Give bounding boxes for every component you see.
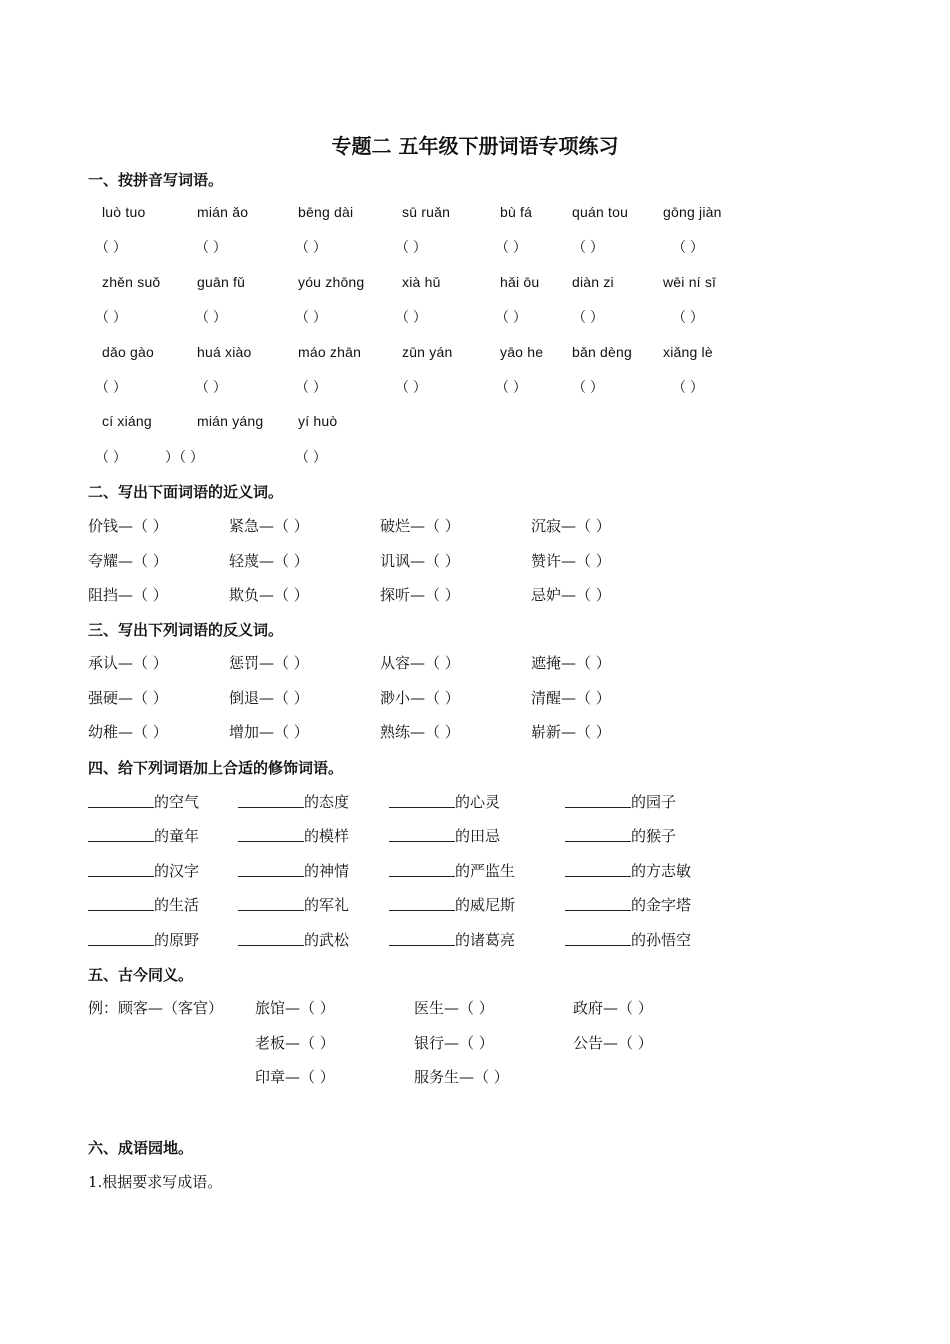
word-blank-item[interactable]: 倒退—（ ）: [229, 689, 309, 707]
modifier-item[interactable]: [565, 895, 691, 915]
answer-blank[interactable]: ）（ ）: [165, 449, 204, 465]
answer-blank[interactable]: （ ）: [495, 239, 527, 255]
answer-blank[interactable]: （ ）: [495, 309, 527, 325]
modifier-blank[interactable]: [389, 931, 455, 946]
pinyin-item: diàn zi: [572, 274, 614, 290]
modifier-blank[interactable]: [565, 793, 631, 808]
answer-blank[interactable]: （ ）: [395, 239, 427, 255]
modifier-word: 的威尼斯: [455, 896, 516, 914]
modifier-blank[interactable]: [238, 931, 304, 946]
modifier-blank[interactable]: [565, 862, 631, 877]
pinyin-item: máo zhān: [298, 344, 362, 360]
word-blank-item[interactable]: 遮掩—（ ）: [531, 654, 611, 672]
pinyin-item: hǎi ōu: [500, 274, 540, 290]
modifier-item[interactable]: [565, 792, 676, 812]
answer-blank[interactable]: （ ）: [295, 379, 327, 395]
word-blank-item[interactable]: 强硬—（ ）: [88, 689, 168, 707]
modifier-word: 的田忌: [455, 827, 501, 845]
section-4-heading: 四、给下列词语加上合适的修饰词语。: [88, 759, 344, 777]
modifier-word: 的态度: [304, 793, 350, 811]
pinyin-item: quán tou: [572, 204, 629, 220]
answer-blank[interactable]: （ ）: [572, 239, 604, 255]
modifier-item[interactable]: [389, 792, 500, 812]
modifier-word: 的猴子: [631, 827, 677, 845]
modifier-item[interactable]: [238, 930, 349, 950]
modifier-item[interactable]: [88, 895, 199, 915]
word-blank-item[interactable]: 轻蔑—（ ）: [229, 552, 309, 570]
word-blank-item[interactable]: 从容—（ ）: [380, 654, 460, 672]
word-blank-item[interactable]: 探听—（ ）: [380, 586, 460, 604]
modifier-word: 的童年: [154, 827, 200, 845]
pinyin-item: sū ruǎn: [402, 204, 451, 220]
answer-blank[interactable]: （ ）: [295, 239, 327, 255]
modifier-word: 的军礼: [304, 896, 350, 914]
answer-blank[interactable]: （ ）: [672, 379, 704, 395]
modifier-item[interactable]: [565, 930, 691, 950]
modifier-word: 的神情: [304, 862, 350, 880]
word-blank-item[interactable]: 紧急—（ ）: [229, 517, 309, 535]
modifier-item[interactable]: [238, 861, 349, 881]
pinyin-item: xià hǔ: [402, 274, 441, 290]
modifier-blank[interactable]: [238, 896, 304, 911]
modifier-blank[interactable]: [565, 931, 631, 946]
answer-blank[interactable]: （ ）: [295, 309, 327, 325]
pinyin-item: yí huò: [298, 413, 338, 429]
word-blank-item[interactable]: 惩罚—（ ）: [229, 654, 309, 672]
pinyin-item: luò tuo: [102, 204, 146, 220]
word-blank-item[interactable]: 幼稚—（ ）: [88, 723, 168, 741]
modifier-word: 的生活: [154, 896, 200, 914]
modifier-item[interactable]: [88, 792, 199, 812]
modifier-blank[interactable]: [88, 862, 154, 877]
word-blank-item[interactable]: 沉寂—（ ）: [531, 517, 611, 535]
answer-blank[interactable]: （ ）: [395, 309, 427, 325]
ancient-modern-item[interactable]: 老板—（ ）: [255, 1034, 335, 1052]
pinyin-item: huá xiào: [197, 344, 252, 360]
ancient-modern-item[interactable]: 印章—（ ）: [255, 1068, 335, 1086]
modifier-blank[interactable]: [238, 862, 304, 877]
word-blank-item[interactable]: 讥讽—（ ）: [380, 552, 460, 570]
word-blank-item[interactable]: 增加—（ ）: [229, 723, 309, 741]
pinyin-item: wēi ní sī: [663, 274, 717, 290]
pinyin-item: dǎo gào: [102, 344, 155, 360]
modifier-item[interactable]: [238, 895, 349, 915]
modifier-item[interactable]: [238, 826, 349, 846]
pinyin-item: bēng dài: [298, 204, 354, 220]
ancient-modern-item[interactable]: 政府—（ ）: [573, 999, 653, 1017]
modifier-blank[interactable]: [88, 896, 154, 911]
pinyin-item: zūn yán: [402, 344, 453, 360]
modifier-item[interactable]: [565, 861, 691, 881]
modifier-item[interactable]: [389, 861, 515, 881]
modifier-word: 的武松: [304, 931, 350, 949]
modifier-item[interactable]: [389, 930, 515, 950]
word-blank-item[interactable]: 价钱—（ ）: [88, 517, 168, 535]
modifier-word: 的模样: [304, 827, 350, 845]
page-title: 专题二 五年级下册词语专项练习: [331, 134, 619, 158]
pinyin-item: zhěn suǒ: [102, 274, 161, 290]
modifier-word: 的心灵: [455, 793, 501, 811]
modifier-blank[interactable]: [88, 793, 154, 808]
modifier-item[interactable]: [389, 826, 500, 846]
modifier-word: 的孙悟空: [631, 931, 692, 949]
modifier-blank[interactable]: [238, 793, 304, 808]
answer-blank[interactable]: （ ）: [95, 449, 127, 465]
pinyin-item: yóu zhōng: [298, 274, 365, 290]
word-blank-item[interactable]: 渺小—（ ）: [380, 689, 460, 707]
modifier-item[interactable]: [88, 861, 199, 881]
modifier-word: 的诸葛亮: [455, 931, 516, 949]
word-blank-item[interactable]: 夸耀—（ ）: [88, 552, 168, 570]
word-blank-item[interactable]: 破烂—（ ）: [380, 517, 460, 535]
modifier-blank[interactable]: [565, 827, 631, 842]
modifier-item[interactable]: [88, 930, 199, 950]
pinyin-item: bǎn dèng: [572, 344, 632, 360]
answer-blank[interactable]: （ ）: [672, 309, 704, 325]
modifier-word: 的园子: [631, 793, 677, 811]
modifier-item[interactable]: [565, 826, 676, 846]
modifier-item[interactable]: [88, 826, 199, 846]
word-blank-item[interactable]: 清醒—（ ）: [531, 689, 611, 707]
ancient-modern-item[interactable]: 医生—（ ）: [414, 999, 494, 1017]
answer-blank[interactable]: （ ）: [195, 309, 227, 325]
ancient-modern-item[interactable]: 服务生—（ ）: [414, 1068, 509, 1086]
pinyin-item: mián ǎo: [197, 204, 249, 220]
modifier-word: 的方志敏: [631, 862, 692, 880]
pinyin-item: yāo he: [500, 344, 544, 360]
answer-blank[interactable]: （ ）: [572, 379, 604, 395]
pinyin-item: mián yáng: [197, 413, 264, 429]
word-blank-item[interactable]: 赞许—（ ）: [531, 552, 611, 570]
modifier-word: 的汉字: [154, 862, 200, 880]
modifier-blank[interactable]: [389, 793, 455, 808]
word-blank-item[interactable]: 阻挡—（ ）: [88, 586, 168, 604]
modifier-blank[interactable]: [389, 827, 455, 842]
modifier-blank[interactable]: [88, 827, 154, 842]
modifier-word: 的金字塔: [631, 896, 692, 914]
modifier-blank[interactable]: [238, 827, 304, 842]
modifier-item[interactable]: [389, 895, 515, 915]
answer-blank[interactable]: （ ）: [395, 379, 427, 395]
word-blank-item[interactable]: 欺负—（ ）: [229, 586, 309, 604]
modifier-blank[interactable]: [565, 896, 631, 911]
answer-blank[interactable]: （ ）: [95, 379, 127, 395]
modifier-item[interactable]: [238, 792, 349, 812]
word-blank-item[interactable]: 崭新—（ ）: [531, 723, 611, 741]
section-5-heading: 五、古今同义。: [88, 966, 194, 984]
modifier-blank[interactable]: [389, 896, 455, 911]
answer-blank[interactable]: （ ）: [95, 309, 127, 325]
modifier-blank[interactable]: [389, 862, 455, 877]
section-6-subtitle: 1.根据要求写成语。: [88, 1173, 223, 1191]
answer-blank[interactable]: （ ）: [495, 379, 527, 395]
answer-blank[interactable]: （ ）: [95, 239, 127, 255]
answer-blank[interactable]: （ ）: [195, 379, 227, 395]
pinyin-item: bù fá: [500, 204, 533, 220]
example-text: 例：顾客—（客官）: [88, 999, 224, 1017]
word-blank-item[interactable]: 忌妒—（ ）: [531, 586, 611, 604]
ancient-modern-item[interactable]: 公告—（ ）: [573, 1034, 653, 1052]
modifier-word: 的空气: [154, 793, 200, 811]
modifier-word: 的严监生: [455, 862, 516, 880]
modifier-blank[interactable]: [88, 931, 154, 946]
pinyin-item: cí xiáng: [102, 413, 152, 429]
section-1-heading: 一、按拼音写词语。: [88, 171, 224, 189]
answer-blank[interactable]: （ ）: [572, 309, 604, 325]
modifier-word: 的原野: [154, 931, 200, 949]
word-blank-item[interactable]: 承认—（ ）: [88, 654, 168, 672]
answer-blank[interactable]: （ ）: [295, 449, 327, 465]
ancient-modern-item[interactable]: 旅馆—（ ）: [255, 999, 335, 1017]
word-blank-item[interactable]: 熟练—（ ）: [380, 723, 460, 741]
section-6-heading: 六、成语园地。: [88, 1139, 194, 1157]
pinyin-item: xiǎng lè: [663, 344, 713, 360]
section-3-heading: 三、写出下列词语的反义词。: [88, 621, 284, 639]
pinyin-item: gōng jiàn: [663, 204, 722, 220]
answer-blank[interactable]: （ ）: [195, 239, 227, 255]
pinyin-item: guān fǔ: [197, 274, 246, 290]
ancient-modern-item[interactable]: 银行—（ ）: [414, 1034, 494, 1052]
answer-blank[interactable]: （ ）: [672, 239, 704, 255]
section-2-heading: 二、写出下面词语的近义词。: [88, 483, 284, 501]
